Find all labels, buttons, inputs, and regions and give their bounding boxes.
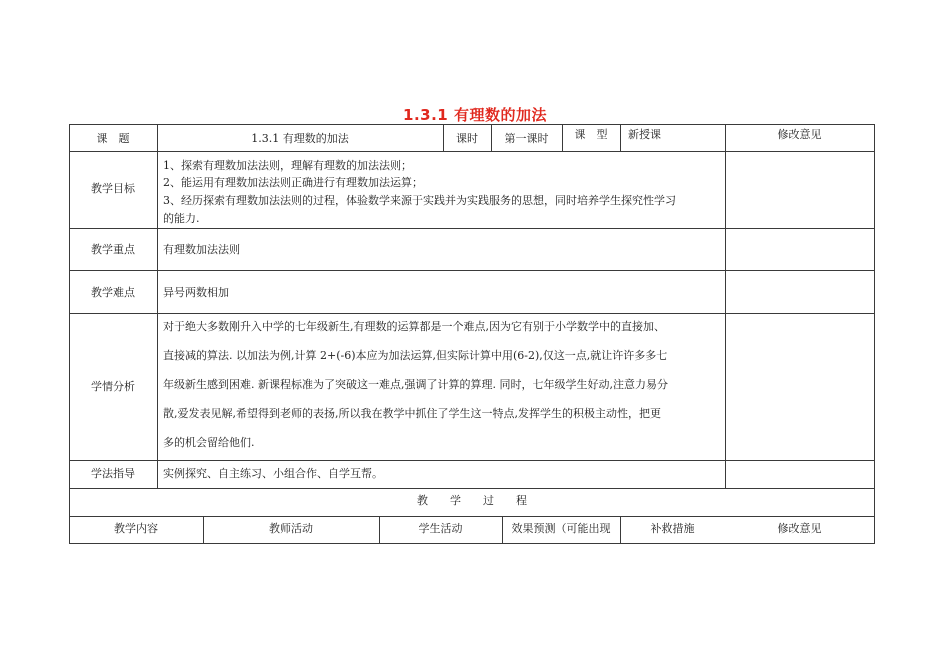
process-column-header: 学生活动 (418, 522, 463, 535)
analysis-line: 年级新生感到困难. 新课程标准为了突破这一难点,强调了计算的算理. 同时，七年级学生好动,注意力易分 (163, 378, 668, 391)
type-label: 课 型 (574, 128, 608, 141)
analysis-line: 多的机会留给他们. (163, 436, 255, 449)
difficulty-value: 异号两数相加 (163, 286, 229, 299)
process-column-header: 效果预测（可能出现 (511, 522, 611, 535)
objective-line: 2、能运用有理数加法法则正确进行有理数加法运算； (163, 176, 423, 189)
revision-label: 修改意见 (777, 128, 822, 141)
analysis-line: 对于绝大多数刚升入中学的七年级新生,有理数的运算都是一个难点,因为它有别于小学数学中的直接加、 (163, 320, 665, 333)
process-column-header: 补救措施 (650, 522, 695, 535)
type-value: 新授课 (628, 128, 661, 141)
analysis-line: 直接减的算法. 以加法为例,计算 2+(-6)本应为加法运算,但实际计算中用(6-2),仅这一点,就让许许多多七 (163, 349, 668, 362)
difficulty-label: 教学难点 (91, 286, 135, 299)
hours-label: 课时 (456, 132, 478, 145)
analysis-label: 学情分析 (91, 380, 135, 393)
process-title: 教 学 过 程 (417, 494, 527, 507)
objective-line: 的能力. (163, 212, 200, 225)
process-column-header: 教学内容 (114, 522, 158, 535)
topic-value: 1.3.1 有理数的加法 (251, 132, 349, 145)
process-column-header: 教师活动 (269, 522, 313, 535)
page-title: 1.3.1 有理数的加法 (403, 106, 547, 124)
analysis-line: 散,爱发表见解,希望得到老师的表扬,所以我在教学中抓住了学生这一特点,发挥学生的积极主动性，把更 (163, 407, 661, 420)
hours-value: 第一课时 (504, 132, 549, 145)
key-point-label: 教学重点 (91, 243, 135, 256)
objective-line: 1、探索有理数加法法则，理解有理数的加法法则； (163, 159, 412, 172)
method-label: 学法指导 (91, 467, 135, 480)
objectives-label: 教学目标 (91, 182, 135, 195)
process-column-header: 修改意见 (777, 522, 822, 535)
method-value: 实例探究、自主练习、小组合作、自学互帮。 (163, 467, 383, 480)
objective-line: 3、经历探索有理数加法法则的过程，体验数学来源于实践并为实践服务的思想，同时培养学生探究性学习 (163, 194, 676, 207)
key-point-value: 有理数加法法则 (163, 243, 240, 256)
topic-label: 课 题 (96, 132, 130, 145)
